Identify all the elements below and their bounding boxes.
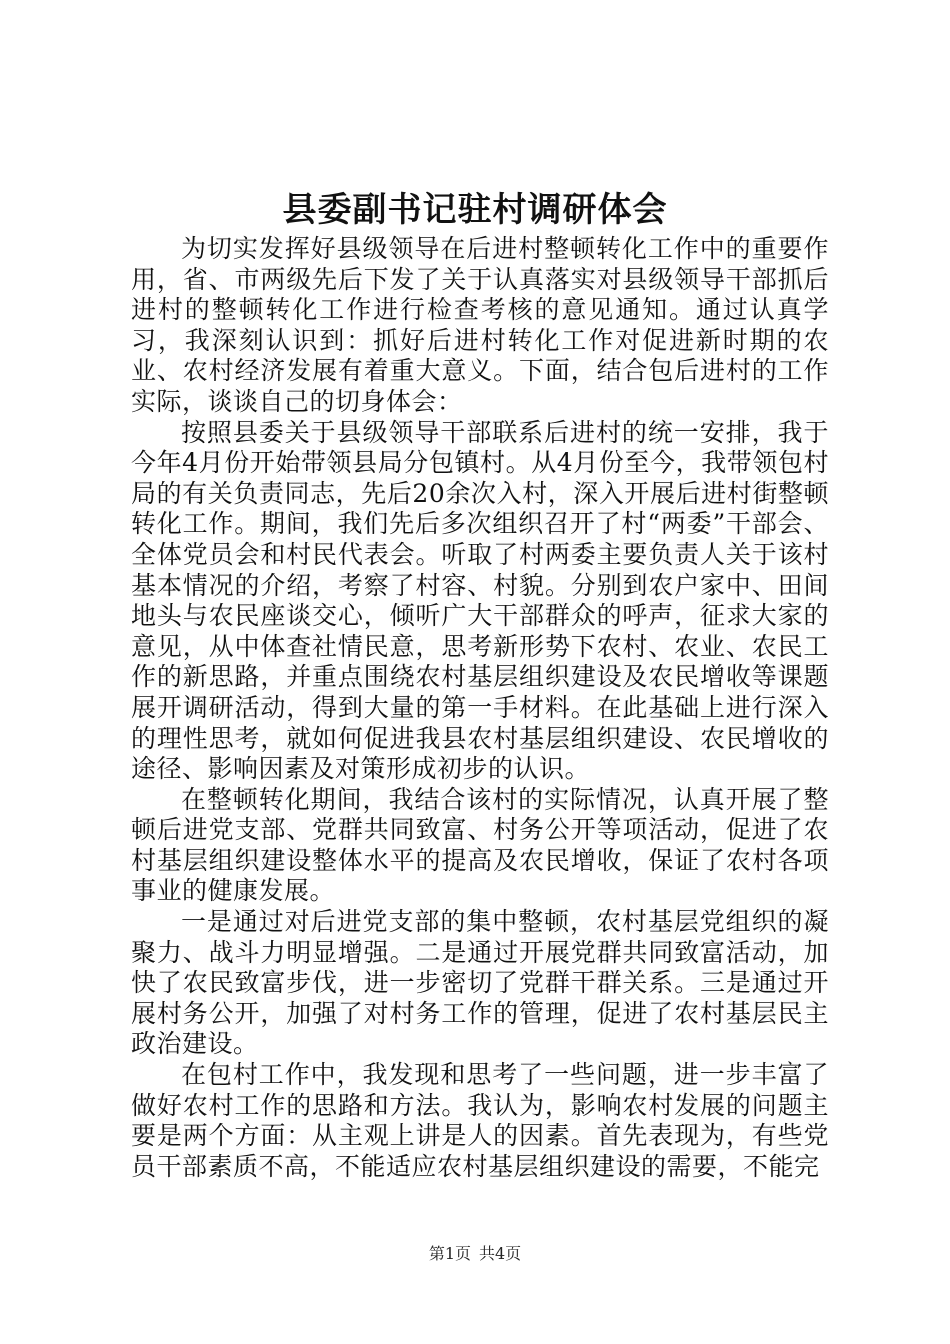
document-body: [131, 234, 829, 1182]
paragraph: 在包村工作中，我发现和思考了一些问题，进一步丰富了做好农村工作的思路和方法。我认为，影响农村发展的问题主要是两个方面：从主观上讲是人的因素。首先表现为，有些党员干部素质不高，不能适应农村基层组织建设的需要，不能完: [131, 1060, 829, 1181]
page-total: 共4页: [479, 1244, 522, 1263]
page-footer: [0, 1243, 950, 1265]
document-title: 县委副书记驻村调研体会: [282, 190, 668, 230]
paragraph: 为切实发挥好县级领导在后进村整顿转化工作中的重要作用，省、市两级先后下发了关于认真落实对县级领导干部抓后进村的整顿转化工作进行检查考核的意见通知。通过认真学习，我深刻认识到：抓好后进村转化工作对促进新时期的农业、农村经济发展有着重大意义。下面，结合包后进村的工作实际，谈谈自己的切身体会：: [131, 234, 829, 416]
paragraph: 按照县委关于县级领导干部联系后进村的统一安排，我于今年4月份开始带领县局分包镇村。从4月份至今，我带领包村局的有关负责同志，先后20余次入村，深入开展后进村街整顿转化工作。期间，我们先后多次组织召开了村“两委”干部会、全体党员会和村民代表会。听取了村两委主要负责人关于该村基本情况的介绍，考察了村容、村貌。分别到农户家中、田间地头与农民座谈交心，倾听广大干部群众的呼声，征求大家的意见，从中体查社情民意，思考新形势下农村、农业、农民工作的新思路，并重点围绕农村基层组织建设及农民增收等课题展开调研活动，得到大量的第一手材料。在此基础上进行深入的理性思考，就如何促进我县农村基层组织建设、农民增收的途径、影响因素及对策形成初步的认识。: [131, 417, 829, 784]
paragraph: 在整顿转化期间，我结合该村的实际情况，认真开展了整顿后进党支部、党群共同致富、村务公开等项活动，促进了农村基层组织建设整体水平的提高及农民增收，保证了农村各项事业的健康发展。: [131, 784, 829, 906]
page-number: 第1页: [428, 1244, 471, 1263]
paragraph: 一是通过对后进党支部的集中整顿，农村基层党组织的凝聚力、战斗力明显增强。二是通过开展党群共同致富活动，加快了农民致富步伐，进一步密切了党群干群关系。三是通过开展村务公开，加强了对村务工作的管理，促进了农村基层民主政治建设。: [131, 907, 829, 1059]
